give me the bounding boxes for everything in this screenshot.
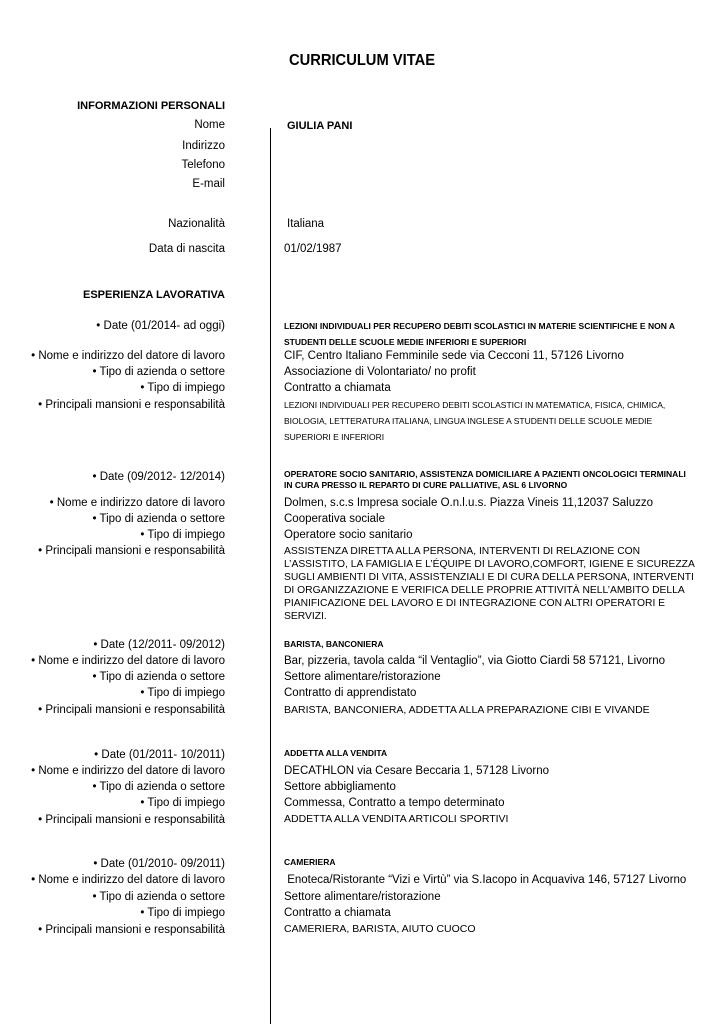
job-duties-label: • Principali mansioni e responsabilità [38,545,225,557]
name-value: GIULIA PANI [287,120,353,132]
job-headline: ADDETTA ALLA VENDITA [284,748,388,758]
job-type: Contratto di apprendistato [284,687,417,699]
job-type-label: • Tipo di impiego [140,907,225,919]
job-employer: Enoteca/Ristorante “Vizi e Virtù” via S.Iacopo in Acquaviva 146, 57127 Livorno [284,874,687,886]
job-employer-label: • Nome e indirizzo del datore di lavoro [31,350,225,362]
job-duties: ASSISTENZA DIRETTA ALLA PERSONA, INTERVENTI DI RELAZIONE CON L’ASSISTITO, LA FAMIGLIA E L’ÉQUIPE DI LAVORO,COMFORT, IGIENE E SICUREZZA SUGLI AMBIENTI DI VITA, ASSISTENZIALI E DI CURA DELLA PERSONA, INTERVENTI DI ORGANIZZAZIONE E VERIFICA DELLE PROPRIE ATTIVITÀ NELL’AMBITO DELLA PIANIFICAZIONE DEL LAVORO E DI INTEGRAZIONE CON ALTRI OPERATORI E SERVIZI. [284,546,695,622]
job-sector: Associazione di Volontariato/ no profit [284,366,476,378]
job-type-label: • Tipo di impiego [140,382,225,394]
job-sector: Settore alimentare/ristorazione [284,891,441,903]
column-divider [270,128,271,1024]
job-type: Contratto a chiamata [284,382,391,394]
job-duties: CAMERIERA, BARISTA, AIUTO CUOCO [284,923,476,935]
job-employer: Dolmen, s.c.s Impresa sociale O.n.l.u.s. Piazza Vineis 11,12037 Saluzzo [284,497,654,509]
job-date: • Date (12/2011- 09/2012) [93,639,225,651]
job-sector-label: • Tipo di azienda o settore [92,671,225,683]
job-employer: CIF, Centro Italiano Femminile sede via Cecconi 11, 57126 Livorno [284,350,624,362]
birth-value: 01/02/1987 [284,243,342,255]
job-employer-label: • Nome e indirizzo datore di lavoro [49,497,225,509]
job-employer: DECATHLON via Cesare Beccaria 1, 57128 Livorno [284,765,550,777]
job-sector-label: • Tipo di azienda o settore [92,891,225,903]
section-personal-title: INFORMAZIONI PERSONALI [77,100,225,112]
job-duties: ADDETTA ALLA VENDITA ARTICOLI SPORTIVI [284,813,509,825]
job-employer-label: • Nome e indirizzo del datore di lavoro [31,655,225,667]
job-type: Operatore socio sanitario [284,529,413,541]
job-sector: Settore alimentare/ristorazione [284,671,441,683]
section-experience-title: ESPERIENZA LAVORATIVA [83,289,225,301]
job-duties: BARISTA, BANCONIERA, ADDETTA ALLA PREPARAZIONE CIBI E VIVANDE [284,704,650,716]
job-employer: Bar, pizzeria, tavola calda “il Ventaglio”, via Giotto Ciardi 58 57121, Livorno [284,655,665,667]
job-date: • Date (01/2014- ad oggi) [96,320,225,332]
job-duties-label: • Principali mansioni e responsabilità [38,704,225,716]
name-label: Nome [194,119,225,131]
job-sector: Cooperativa sociale [284,513,386,525]
job-sector-label: • Tipo di azienda o settore [92,781,225,793]
birth-label: Data di nascita [148,243,225,255]
job-type: Commessa, Contratto a tempo determinato [284,797,505,809]
address-label: Indirizzo [182,140,225,152]
job-duties: LEZIONI INDIVIDUALI PER RECUPERO DEBITI SCOLASTICI IN MATEMATICA, FISICA, CHIMICA, BIOLOGIA, LETTERATURA ITALIANA, LINGUA INGLESE A STUDENTI DELLE SCUOLE MEDIE SUPERIORI E INFERIORI [284,400,666,442]
job-sector-label: • Tipo di azienda o settore [92,513,225,525]
job-type: Contratto a chiamata [284,907,391,919]
job-date: • Date (09/2012- 12/2014) [92,471,225,483]
job-employer-label: • Nome e indirizzo del datore di lavoro [31,874,225,886]
job-duties-label: • Principali mansioni e responsabilità [38,814,225,826]
email-label: E-mail [192,178,225,190]
document-title: CURRICULUM VITAE [288,52,436,69]
job-type-label: • Tipo di impiego [140,797,225,809]
nationality-label: Nazionalità [168,218,225,230]
nationality-value: Italiana [287,218,325,230]
job-headline: CAMERIERA [284,857,336,867]
job-date: • Date (01/2010- 09/2011) [93,858,225,870]
job-duties-label: • Principali mansioni e responsabilità [38,924,225,936]
job-sector-label: • Tipo di azienda o settore [92,366,225,378]
job-employer-label: • Nome e indirizzo del datore di lavoro [31,765,225,777]
job-sector: Settore abbigliamento [284,781,396,793]
job-type-label: • Tipo di impiego [140,529,225,541]
phone-label: Telefono [181,159,225,171]
job-headline: OPERATORE SOCIO SANITARIO, ASSISTENZA DOMICILIARE A PAZIENTI ONCOLOGICI TERMINALI IN CURA PRESSO IL REPARTO DI CURE PALLIATIVE, ASL 6 LIVORNO [284,469,686,490]
job-duties-label: • Principali mansioni e responsabilità [38,399,225,411]
job-date: • Date (01/2011- 10/2011) [94,749,225,761]
job-headline: BARISTA, BANCONIERA [284,639,384,649]
job-type-label: • Tipo di impiego [140,687,225,699]
job-headline: LEZIONI INDIVIDUALI PER RECUPERO DEBITI SCOLASTICI IN MATERIE SCIENTIFICHE E NON A STUDENTI DELLE SCUOLE MEDIE INFERIORI E SUPERIORI [284,321,675,347]
